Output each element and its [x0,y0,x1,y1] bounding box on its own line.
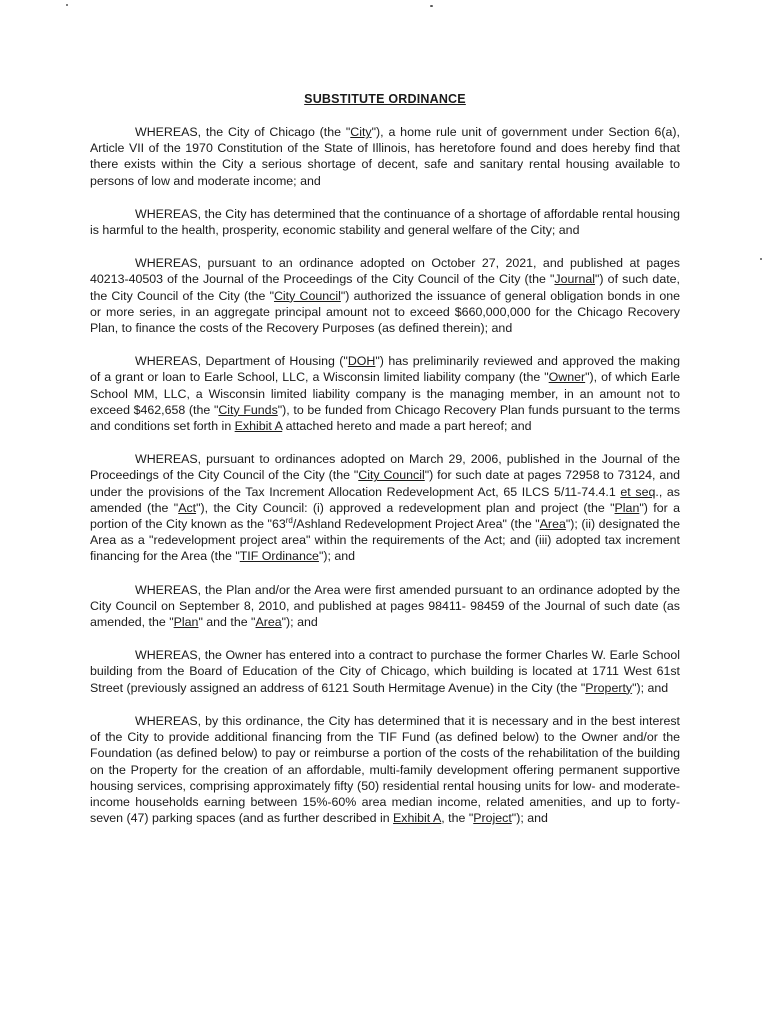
defined-term: et seq [620,484,656,499]
defined-term: TIF Ordinance [239,549,319,564]
paragraph-text: WHEREAS, pursuant to an ordinance adopted on October 27, 2021, and published at pages 40213-40503 of the Journal of the Proceedings of the City Council of the City (the " [90,256,680,287]
paragraph-text: , the " [441,811,474,826]
whereas-paragraph [90,647,680,696]
paragraph-text: ") for a portion of the City known as the "63 [90,500,680,532]
whereas-paragraph [90,713,680,826]
defined-term: Area [255,615,282,630]
paragraph-text: "); (ii) designated the Area as a "redevelopment project area" within the requirements of the Act; and (iii) adopted tax increment financing for the Area (the " [90,517,680,564]
paragraph-text: WHEREAS, the Plan and/or the Area were first amended pursuant to an ordinance adopted by the City Council on September 8, 2010, and published at pages 98411- 98459 of the Journal of such date (as amended, the " [90,582,680,630]
paragraph-text: WHEREAS, pursuant to ordinances adopted on March 29, 2006, published in the Journal of the Proceedings of the City Council of the City (the " [90,452,680,483]
paragraph-text: "); and [318,549,356,564]
paragraph-text: WHEREAS, Department of Housing (" [135,354,348,369]
whereas-paragraph [90,206,680,238]
defined-term: Property [585,680,633,695]
paragraph-text: ") has preliminarily reviewed and approved the making of a grant or loan to Earle School, LLC, a Wisconsin limited liability company (the " [90,354,680,385]
paragraph-text: ., as amended (the " [90,484,680,515]
defined-term: Owner [548,370,586,385]
paragraph-text: rd [285,515,293,525]
defined-term: Area [539,517,566,532]
scan-speck [760,258,762,260]
paragraph-text: /Ashland Redevelopment Project Area" (the " [292,517,540,532]
paragraph-text: WHEREAS, the City of Chicago (the " [135,125,351,139]
paragraph-text: "); and [281,615,318,630]
whereas-paragraph [90,353,680,434]
paragraph-text: "), the City Council: (i) approved a redevelopment plan and project (the " [196,500,615,515]
defined-term: Exhibit A [234,419,283,434]
defined-term: Plan [614,500,640,515]
whereas-paragraph [90,124,680,189]
document-title: SUBSTITUTE ORDINANCE [304,92,466,106]
defined-term: Act [178,500,197,515]
paragraph-text: "), a home rule unit of government under Section 6(a), Article VII of the 1970 Constitution of the State of Illinois, has heretofore found and does hereby find that there exists within the City a serious shortage of decent, safe and sanitary rental housing available to persons of low and moderate income; and [90,125,680,188]
defined-term: City Funds [218,402,278,417]
whereas-paragraph [90,582,680,631]
defined-term: City Council [358,468,425,483]
whereas-paragraph [90,451,680,564]
paragraph-text: "); and [511,811,548,826]
defined-term: City Council [273,288,341,303]
defined-term: Journal [554,272,596,287]
paragraph-text: ") of such date, the City Council of the City (the " [90,272,680,303]
document-body [90,124,680,826]
paragraph-text: attached hereto and made a part hereof; and [282,419,532,434]
paragraph-text: "), to be funded from Chicago Recovery Plan funds pursuant to the terms and conditions set forth in [90,402,681,434]
scan-speck [66,4,68,6]
paragraph-text: WHEREAS, by this ordinance, the City has determined that it is necessary and in the best interest of the City to provide additional financing from the TIF Fund (as defined below) to the Owner and/or the Foundation (as defined below) to pay or reimburse a portion of the costs of the rehabilitation of the building on the Property for the creation of an affordable, multi-family development offering permanent supportive housing services, comprising approximately fifty (50) residential rental housing units for low- and moderate-income households earning between 15%-60% area median income, related amenities, and up to forty-seven (47) parking spaces (and as further described in [90,713,680,826]
paragraph-text: "); and [632,680,669,695]
paragraph-text: "), of which Earle School MM, LLC, a Wisconsin limited liability company is the managing member, in an amount not to exceed $462,658 (the " [90,370,680,417]
scan-speck [430,5,433,7]
paragraph-text: ") authorized the issuance of general obligation bonds in one or more series, in an aggregate principal amount not to exceed $660,000,000 for the Chicago Recovery Plan, to finance the costs of the Recovery Purposes (as defined therein); and [90,288,680,336]
defined-term: DOH [347,354,376,369]
paragraph-text: WHEREAS, the City has determined that the continuance of a shortage of affordable rental housing is harmful to the health, prosperity, economic stability and general welfare of the City; and [90,206,680,238]
defined-term: City [350,125,372,139]
paragraph-text: WHEREAS, the Owner has entered into a contract to purchase the former Charles W. Earle School building from the Board of Education of the City of Chicago, which building is located at 1711 West 61st Street (previously assigned an address of 6121 South Hermitage Avenue) in the City (the " [90,648,680,695]
defined-term: Exhibit A [393,811,442,826]
paragraph-text: " and the " [198,615,256,630]
defined-term: Project [473,811,512,826]
defined-term: Plan [173,615,199,630]
whereas-paragraph [90,255,680,336]
paragraph-text: ") for such date at pages 72958 to 73124, and under the provisions of the Tax Increment Allocation Redevelopment Act, 65 ILCS 5/11-74.4.1 [90,468,680,499]
